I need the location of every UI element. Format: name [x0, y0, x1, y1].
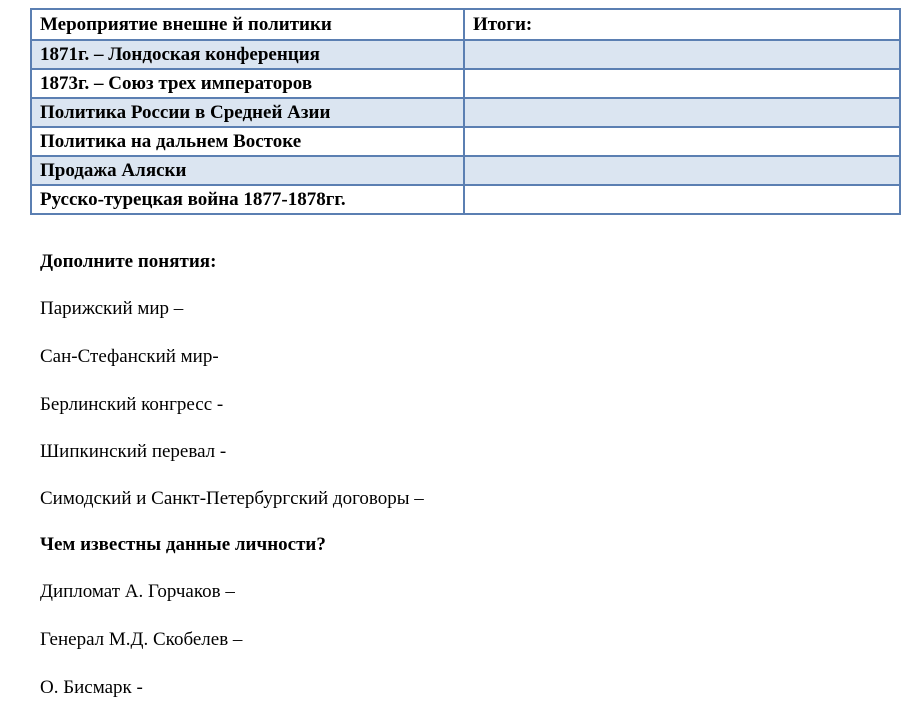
worksheet-text: [40, 250, 860, 700]
result-cell[interactable]: [464, 156, 900, 185]
result-cell[interactable]: [464, 127, 900, 156]
event-cell: Русско-турецкая война 1877-1878гг.: [31, 185, 464, 214]
table-row: [31, 69, 900, 98]
spacer: [40, 557, 860, 580]
spacer: [40, 511, 860, 533]
concepts-title: Дополните понятия:: [40, 251, 217, 272]
event-column-header: Мероприятие внешне й политики: [31, 9, 464, 40]
concept-item: Парижский мир –: [40, 298, 184, 319]
spacer: [40, 604, 860, 628]
foreign-policy-table: [30, 8, 901, 215]
table-row: [31, 156, 900, 185]
spacer: [40, 369, 860, 393]
table-row: [31, 185, 900, 214]
event-cell: Политика на дальнем Востоке: [31, 127, 464, 156]
person-item: Генерал М.Д. Скобелев –: [40, 629, 243, 650]
result-cell[interactable]: [464, 98, 900, 127]
table-row: [31, 127, 900, 156]
person-item: О. Бисмарк -: [40, 677, 143, 698]
spacer: [40, 652, 860, 676]
spacer: [40, 417, 860, 440]
person-item: Дипломат А. Горчаков –: [40, 581, 235, 602]
result-cell[interactable]: [464, 40, 900, 69]
concept-item: Шипкинский перевал -: [40, 441, 227, 462]
concept-item: Сан-Стефанский мир-: [40, 346, 219, 367]
spacer: [40, 274, 860, 297]
spacer: [40, 464, 860, 487]
results-column-header: Итоги:: [464, 9, 900, 40]
table-row: [31, 98, 900, 127]
result-cell[interactable]: [464, 185, 900, 214]
persons-title: Чем известны данные личности?: [40, 534, 326, 555]
event-cell: Политика России в Средней Азии: [31, 98, 464, 127]
spacer: [40, 321, 860, 345]
event-cell: 1871г. – Лондоская конференция: [31, 40, 464, 69]
result-cell[interactable]: [464, 69, 900, 98]
event-cell: Продажа Аляски: [31, 156, 464, 185]
concept-item: Симодский и Санкт-Петербургский договоры –: [40, 488, 424, 509]
table-row: [31, 40, 900, 69]
foreign-policy-table-container: [30, 8, 899, 215]
concept-item: Берлинский конгресс -: [40, 394, 224, 415]
table-header-row: [31, 9, 900, 40]
event-cell: 1873г. – Союз трех императоров: [31, 69, 464, 98]
